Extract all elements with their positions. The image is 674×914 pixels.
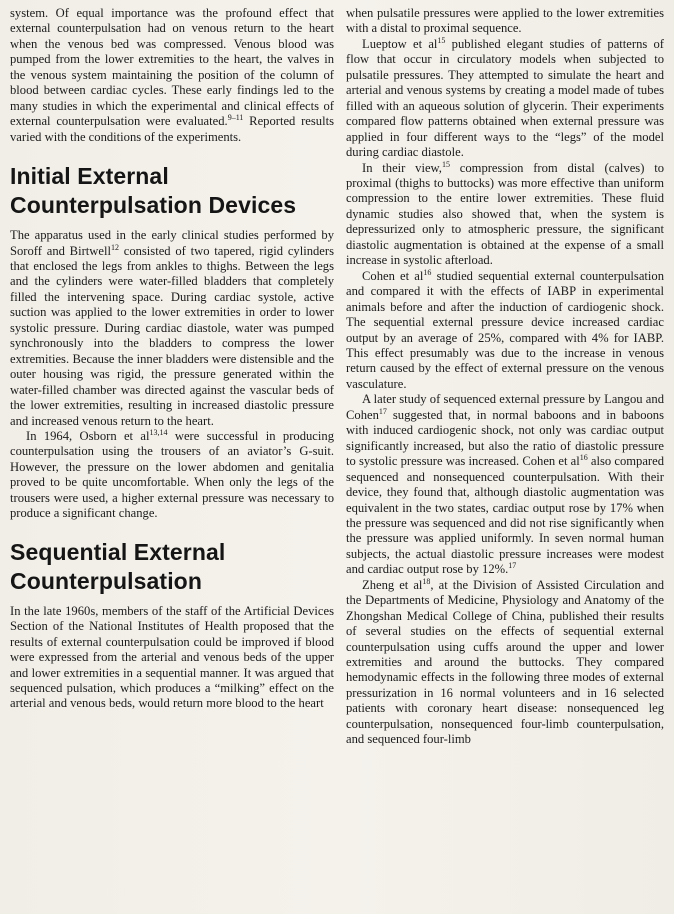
reference-superscript: 16 xyxy=(423,267,432,277)
paragraph-text: In the late 1960s, members of the staff of the Artificial Devices Section of the National Institutes of Health proposed that the results of external counterpulsation could be improved if blood were expressed from the arterial and venous beds of the upper and lower extremities in a sequential manner. It was argued that sequenced pulsation, which produces a “milking” effect on the arterial and venous beds, would return more blood to the heart xyxy=(10,603,334,711)
left-column xyxy=(10,6,334,712)
reference-superscript: 15 xyxy=(437,35,446,45)
paragraph xyxy=(10,6,334,145)
paragraph-text: when pulsatile pressures were applied to the lower extremities with a distal to proximal sequence. xyxy=(346,6,664,36)
paragraph-text: The apparatus used in the early clinical studies performed by Soroff and Birtwell xyxy=(10,228,334,258)
paragraph-text: also compared sequenced and nonsequenced counterpulsation. With their device, they found that, although diastolic augmentation was equivalent in the two states, cardiac output rose by 17% when the pressure was sequenced and did not rise significantly when the pressure was applied uniformly. In seven normal human subjects, the actual diastolic pressure increases were modest and cardiac output rose by 12%. xyxy=(346,454,664,577)
paragraph-text: Reported results varied with the conditions of the experiments. xyxy=(10,114,334,144)
paragraph-text: Zheng et al xyxy=(362,577,423,592)
paragraph xyxy=(346,6,664,37)
paragraph-text: A later study of sequenced external pressure by Langou and Cohen xyxy=(346,392,664,422)
paragraph xyxy=(346,392,664,577)
paragraph xyxy=(346,269,664,393)
reference-superscript: 16 xyxy=(579,453,588,463)
paragraph xyxy=(346,37,664,161)
section-heading-initial-devices: Initial External Counterpulsation Devices xyxy=(10,163,297,219)
section-heading-sequential: Sequential External Counterpulsation xyxy=(10,538,226,594)
paragraph xyxy=(10,429,334,522)
reference-superscript: 15 xyxy=(441,159,450,169)
paragraph-text: , at the Division of Assisted Circulation and the Departments of Medicine, Physiology and Anatomy of the Zhongshan Medical College of China, published their results of several studies on the effects of sequential external counterpulsation using cuffs around the upper and lower extremities and around the buttocks. They compared hemodynamic effects in the following three modes of external pressurization in 16 normal volunteers and in 16 selected patients with coronary heart disease: nonsequenced leg counterpulsation, nonsequenced four-limb counterpulsation, and sequenced four-limb xyxy=(346,577,664,747)
paragraph-text: In their view, xyxy=(362,160,442,175)
paragraph-text: compression from distal (calves) to proximal (thighs to buttocks) was more effective than uniform compression to the entire lower extremities. These fluid dynamic studies also showed that, when the system is depressurized only to atmospheric pressure, the significant diastolic augmentation is obtained at the expense of a small increase in systolic afterload. xyxy=(346,160,664,268)
paragraph xyxy=(10,604,334,712)
paragraph-text: studied sequential external counterpulsation and compared it with the effects of IABP in experimental animals before and after the induction of cardiogenic shock. The sequential external pressure device increased cardiac output by an average of 25%, compared with 4% for IABP. This effect presumably was due to the increase in venous return caused by the effect of external pressure on the venous vasculature. xyxy=(346,268,665,391)
reference-superscript: 9–11 xyxy=(227,113,244,123)
paragraph-text: In 1964, Osborn et al xyxy=(26,428,150,443)
paragraph xyxy=(346,578,664,748)
paragraph-text: Cohen et al xyxy=(362,268,424,283)
paragraph-text: were successful in producing counterpulsation using the trousers of an aviator’s G-suit. However, the pressure on the lower abdomen and genitalia proved to be quite uncomfortable. When only the legs of the trousers were used, a higher external pressure was necessary to produce a significant change. xyxy=(10,428,334,521)
reference-superscript: 18 xyxy=(422,576,431,586)
reference-superscript: 17 xyxy=(508,561,517,571)
paragraph xyxy=(346,161,664,269)
right-column xyxy=(346,6,664,748)
reference-superscript: 13,14 xyxy=(149,427,168,437)
paragraph-text: Lueptow et al xyxy=(362,36,438,51)
paragraph xyxy=(10,228,334,429)
paragraph-text: suggested that, in normal baboons and in baboons with induced cardiogenic shock, not only was cardiac output significantly increased, but also the ratio of diastolic pressure to systolic pressure was increased. Cohen et al xyxy=(346,407,664,469)
paragraph-text: consisted of two tapered, rigid cylinders that enclosed the legs from ankles to thighs. Between the legs and the cylinders were water-filled bladders that completely filled the intervening space. During cardiac systole, active suction was applied to the lower extremities in order to lower systolic pressure. During cardiac diastole, water was pumped synchronously into the bladders to compress the lower extremities. Because the inner bladders were distensible and the outer housing was rigid, the pressure generated within the water-filled chamber was directed against the vascular beds of the lower extremities, resulting in increased diastolic pressure and increased venous return to the heart. xyxy=(10,243,334,428)
paragraph-text: published elegant studies of patterns of flow that occur in circulatory models when subjected to pulsatile pressures. They attempted to simulate the heart and arterial and venous systems by creating a model made of tubes filled with an aqueous solution of glycerin. Their experiments compared flow patterns obtained when external pressure was applied in four different ways to the “legs” of the model during cardiac diastole. xyxy=(346,36,664,160)
paragraph-text: system. Of equal importance was the profound effect that external counterpulsation had on venous return to the heart when the venous bed was compressed. Venous blood was pumped from the lower extremities to the heart, the valves in the venous system maintaining the position of the column of blood between cardiac cycles. These early findings led to the many studies in which the experimental and clinical effects of external counterpulsation were evaluated. xyxy=(10,6,334,129)
reference-superscript: 17 xyxy=(378,406,387,416)
reference-superscript: 12 xyxy=(110,242,119,252)
